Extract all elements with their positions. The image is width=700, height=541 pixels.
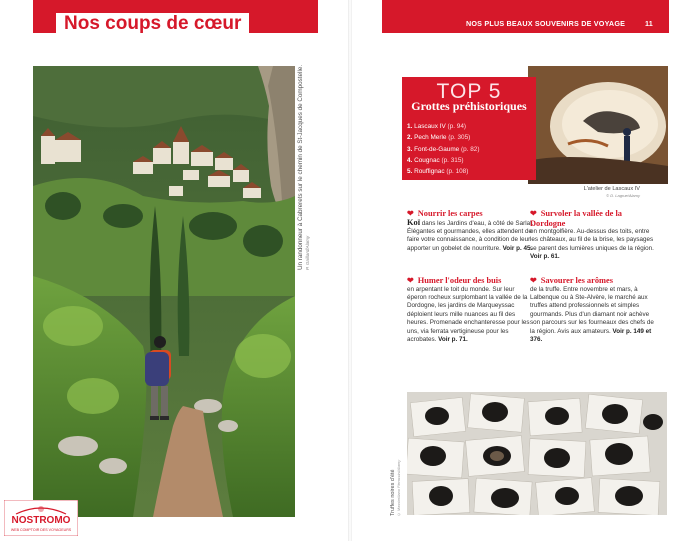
top5-item: 1. Lascaux IV (p. 94) bbox=[407, 123, 467, 130]
page-title: Nos coups de cœur bbox=[56, 13, 249, 35]
heart-icon: ❤ bbox=[530, 209, 537, 218]
truffle-credit: © Massimiliano Pieraccini/Alamy bbox=[397, 459, 401, 516]
tip-body: de la truffe. Entre novembre et mars, à Lalbenque ou à Ste-Alvère, le marché aux truffes attend professionnels et simples gourmands. Plus d'un diamant noir achève son parcours sur les fourneaux des chefs de la région. Avis aux amateurs. bbox=[530, 285, 654, 335]
tip-ref: Voir p. 149 et 376. bbox=[530, 327, 652, 343]
heart-icon: ❤ bbox=[407, 209, 414, 218]
tip-buis bbox=[407, 276, 535, 344]
cave-caption: L'atelier de Lascaux IV bbox=[583, 186, 640, 192]
truffle-caption-text: Truffes noires d'été bbox=[390, 469, 396, 516]
right-header-band bbox=[382, 0, 669, 33]
truffle-caption bbox=[390, 450, 402, 516]
logo-tagline: WEB COMPTOIR DES VOYAGEURS bbox=[10, 528, 72, 532]
tip-lead: Koï bbox=[407, 217, 421, 227]
top5-subtitle: Grottes préhistoriques bbox=[411, 99, 527, 113]
top5-label: TOP 5 bbox=[436, 80, 502, 103]
tip-dordogne bbox=[530, 209, 658, 262]
tip-heading: ❤ Humer l'odeur des buis bbox=[407, 276, 502, 285]
cave-credit: © D. Lagrue/Alamy bbox=[606, 193, 640, 198]
tip-body: en arpentant le toit du monde. Sur leur éperon rocheux surplombant la vallée de la Dordogne, les jardins de Marqueyssac déploient leurs mille nuances au fil des heures. Promenade enchanteresse pour les uns, via ferrata vertigineuse pour les acrobates. bbox=[407, 285, 530, 343]
top5-item: 4. Cougnac (p. 315) bbox=[407, 156, 464, 164]
tip-ref: Voir p. 45. bbox=[502, 244, 533, 252]
tip-body: dans les Jardins d'eau, à côté de Sarlat. Élégantes et gourmandes, elles attendent de faire votre connaissance, à condition de leur apporter un gobelet de nourriture. bbox=[407, 219, 534, 252]
top5-list bbox=[407, 121, 480, 177]
tip-heading: ❤ Survoler la vallée de la Dordogne bbox=[530, 209, 622, 228]
tip-ref: Voir p. 71. bbox=[438, 335, 468, 343]
top5-item: 3. Font-de-Gaume (p. 82) bbox=[407, 145, 480, 153]
tip-body: en montgolfière. Au-dessus des toits, entre les châteaux, au fil de la brise, les paysages se parent des lumières uniques de la région. bbox=[530, 228, 654, 252]
tip-carpes bbox=[407, 209, 535, 253]
top5-box bbox=[402, 77, 536, 180]
truffles-photo bbox=[407, 392, 667, 515]
left-page bbox=[0, 0, 348, 541]
heart-icon: ❤ bbox=[407, 276, 414, 285]
heart-icon: ❤ bbox=[530, 276, 537, 285]
nostromo-logo bbox=[4, 500, 78, 536]
top5-item: 5. Rouffignac (p. 108) bbox=[407, 168, 469, 176]
tip-ref: Voir p. 61. bbox=[530, 253, 560, 261]
hiker-village-photo bbox=[33, 66, 295, 517]
left-header-band bbox=[33, 0, 318, 33]
page-number: 11 bbox=[645, 19, 653, 28]
logo-name: NOSTROMO bbox=[11, 515, 71, 526]
photo-credit: P. Gaillard/Alamy bbox=[305, 235, 310, 270]
tip-aromes bbox=[530, 276, 658, 344]
photo-caption bbox=[297, 64, 311, 270]
right-page bbox=[352, 0, 700, 541]
lascaux-cave-photo bbox=[528, 66, 668, 184]
top5-item: 2. Pech Merle (p. 305) bbox=[407, 134, 471, 142]
running-title: NOS PLUS BEAUX SOUVENIRS DE VOYAGE bbox=[466, 19, 626, 28]
tip-heading: ❤ Savourer les arômes bbox=[530, 276, 613, 285]
tip-heading: ❤ Nourrir les carpes bbox=[407, 209, 483, 218]
photo-caption-text: Un randonneur à Cabrerets sur le chemin de St-Jacques de Compostelle. bbox=[297, 64, 304, 270]
